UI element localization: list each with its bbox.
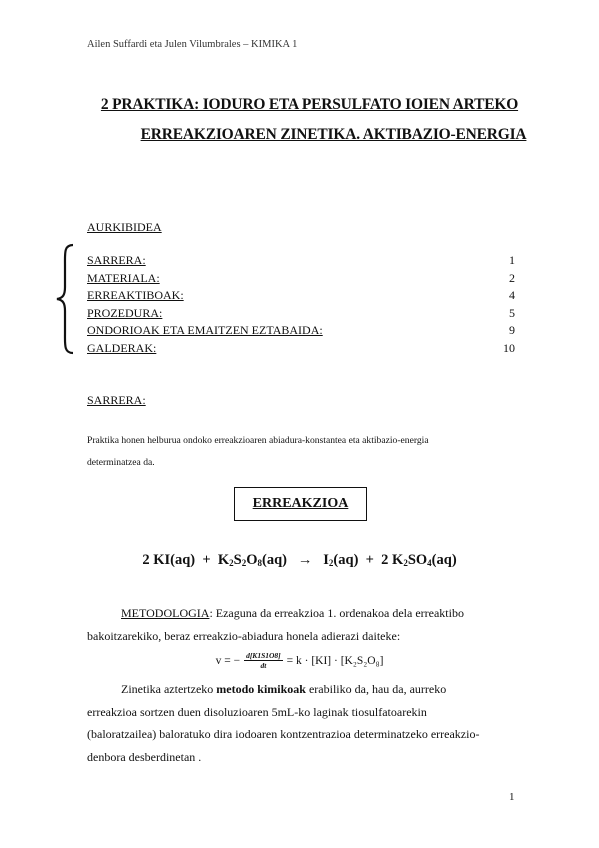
reaction-box bbox=[234, 487, 367, 521]
toc-entry-page: 2 bbox=[509, 270, 515, 285]
metodologia-line: METODOLOGIA: Ezaguna da erreakzioa 1. ordenakoa dela erreaktibo bbox=[121, 606, 464, 620]
toc-entry-materiala[interactable] bbox=[87, 270, 515, 288]
fraction-denominator: dt bbox=[260, 661, 267, 670]
metodologia-label: METODOLOGIA bbox=[121, 606, 210, 620]
chemical-equation bbox=[0, 552, 599, 569]
document-title-line-1: 2 PRAKTIKA: IODURO ETA PERSULFATO IOIEN ARTEKO bbox=[100, 96, 519, 113]
page-number: 1 bbox=[509, 791, 515, 803]
toc-entry-page: 10 bbox=[503, 340, 515, 355]
toc-entry-label: ONDORIOAK ETA EMAITZEN EZTABAIDA: bbox=[87, 323, 323, 337]
reactant-ki: 2 KI(aq) bbox=[142, 552, 196, 568]
rate-law-equation bbox=[0, 651, 599, 670]
toc-entry-label: ERREAKTIBOAK: bbox=[87, 288, 184, 302]
zinetika-line: (baloratzailea) baloratuko dira iodoaren kontzentrazioa determinatzeko erreakzio- bbox=[87, 727, 480, 741]
toc-entry-label: PROZEDURA: bbox=[87, 305, 163, 320]
intro-paragraph bbox=[87, 430, 517, 474]
plus-sign: + bbox=[365, 552, 374, 568]
metodo-kimikoak-bold: metodo kimikoak bbox=[216, 682, 306, 696]
plus-sign: + bbox=[202, 552, 211, 568]
toc-entry-page: 5 bbox=[509, 305, 515, 320]
fraction-numerator: d[K1S1O8] bbox=[246, 651, 281, 660]
metodologia-line: bakoitzarekiko, beraz erreakzio-abiadura honela adierazi daiteke: bbox=[87, 628, 401, 643]
zinetika-line: denbora desberdinetan . bbox=[87, 749, 202, 764]
rate-rhs: = k · [KI] · [K₂S₂O₈] bbox=[286, 654, 384, 667]
intro-line: determinatzea da. bbox=[87, 457, 155, 468]
toc-entry-label: SARRERA: bbox=[87, 253, 146, 267]
zinetika-paragraph bbox=[87, 678, 515, 768]
product-potassium-sulfate: 2 $K_2SO_4(aq)$ bbox=[381, 552, 457, 569]
toc-entry-prozedura[interactable] bbox=[87, 305, 515, 323]
document-title-line-2: ERREAKZIOAREN ZINETIKA. AKTIBAZIO-ENERGIA bbox=[140, 126, 527, 143]
running-header: Ailen Suffardi eta Julen Vilumbrales – KIMIKA 1 bbox=[87, 39, 298, 50]
metodologia-paragraph bbox=[87, 602, 515, 647]
reactant-persulfate: $K_2S_2O_8(aq)$ bbox=[217, 552, 288, 569]
toc-entry-erreaktiboak[interactable] bbox=[87, 287, 515, 305]
reaction-box-label: ERREAKZIOA bbox=[252, 496, 349, 511]
rate-lhs: v = − bbox=[215, 654, 241, 667]
zinetika-line: Zinetika aztertzeko metodo kimikoak erabiliko da, hau da, aurreko bbox=[121, 682, 447, 696]
toc-entry-page: 4 bbox=[509, 288, 515, 302]
reaction-arrow: → bbox=[297, 552, 313, 568]
toc-entry-page: 9 bbox=[509, 323, 515, 337]
intro-line: Praktika honen helburua ondoko erreakzioaren abiadura-konstantea eta aktibazio-energia bbox=[87, 435, 429, 446]
toc-entry-label: GALDERAK: bbox=[87, 340, 157, 355]
toc-entry-ondorioak[interactable] bbox=[87, 322, 515, 340]
toc-heading: AURKIBIDEA bbox=[87, 220, 162, 234]
toc-entry-page: 1 bbox=[509, 253, 515, 267]
toc-entry-label: MATERIALA: bbox=[87, 270, 160, 285]
toc-brace-icon bbox=[55, 243, 77, 355]
table-of-contents bbox=[87, 252, 515, 357]
zinetika-line: erreakzioa sortzen duen disoluzioaren 5mL-ko laginak tiosulfatoarekin bbox=[87, 704, 427, 719]
toc-entry-sarrera[interactable] bbox=[87, 252, 515, 270]
section-heading-sarrera: SARRERA: bbox=[87, 393, 146, 407]
toc-entry-galderak[interactable] bbox=[87, 340, 515, 358]
product-iodine: $I_2(aq)$ bbox=[323, 552, 359, 569]
rate-derivative-fraction bbox=[244, 651, 283, 670]
